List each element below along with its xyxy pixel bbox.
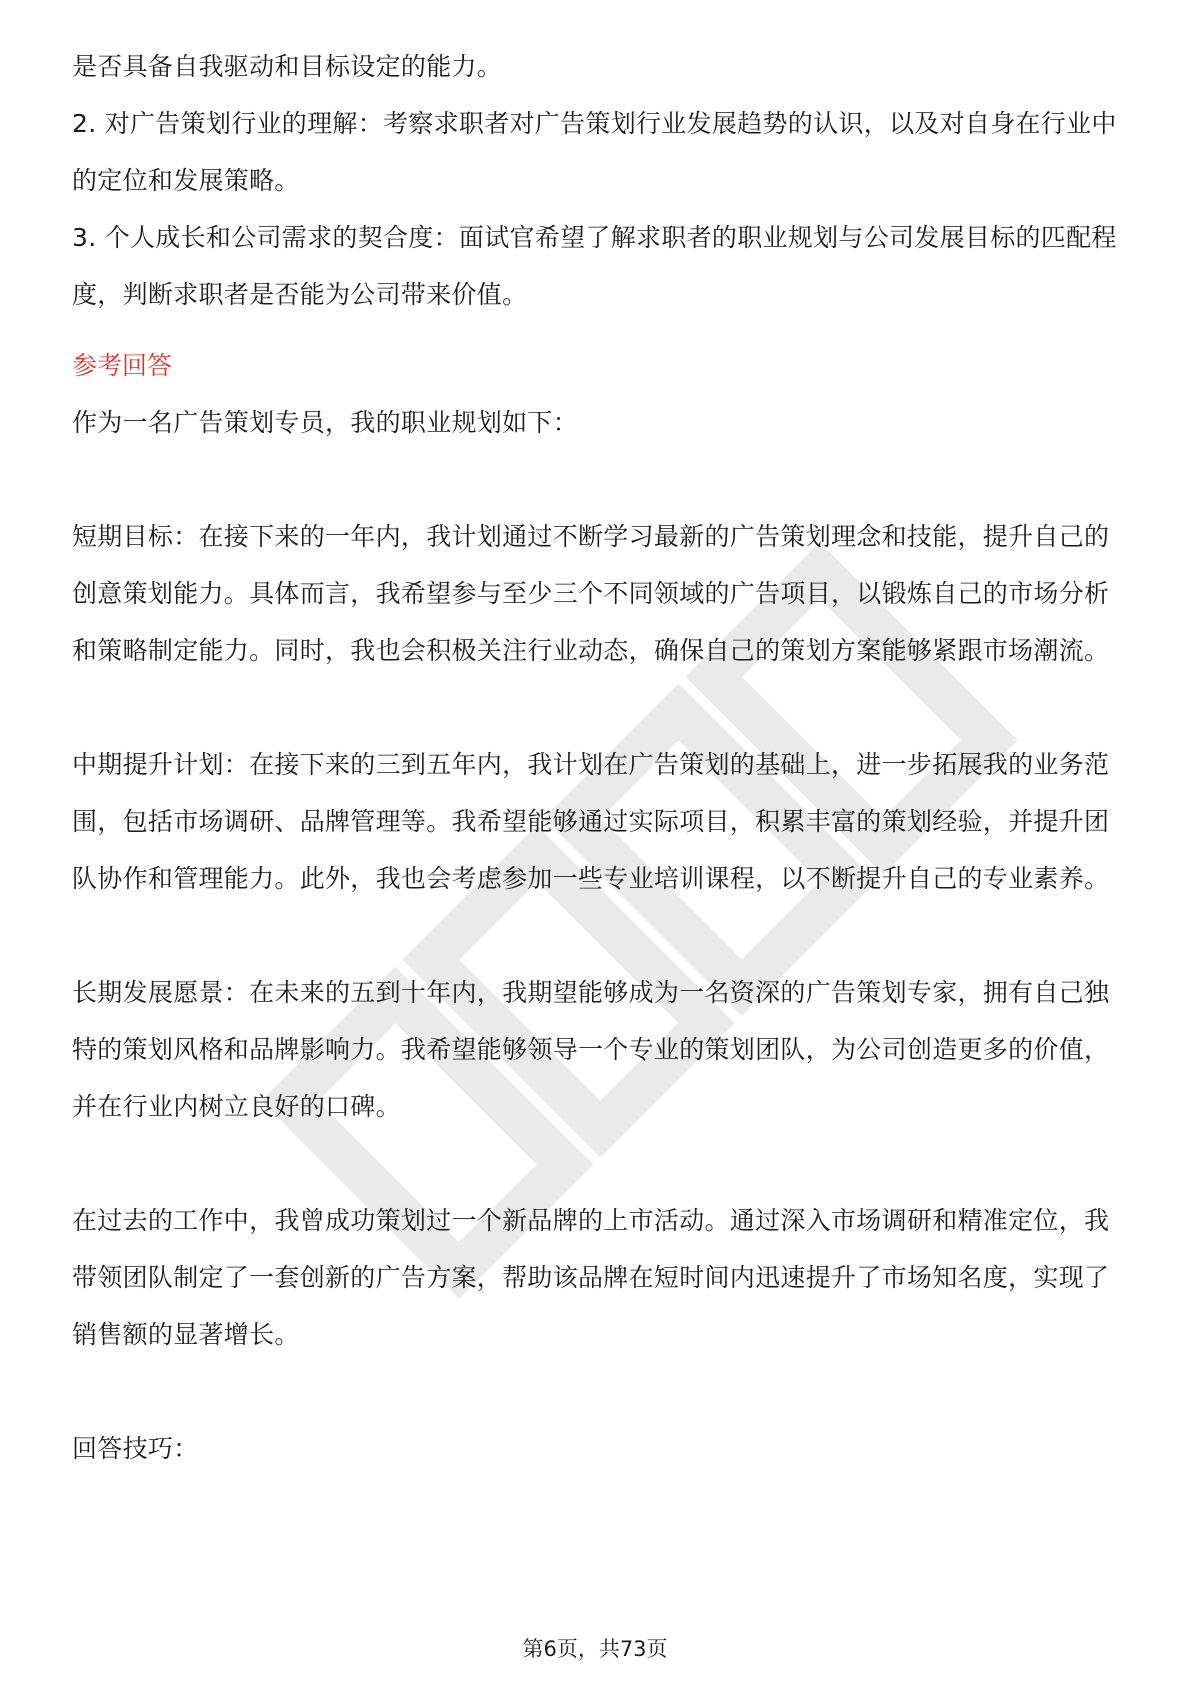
paragraph-short-term-goal: 短期目标：在接下来的一年内，我计划通过不断学习最新的广告策划理念和技能，提升自己的创意策划能力。具体而言，我希望参与至少三个不同领域的广告项目，以锻炼自己的市场分析和策略制定能力。同时，我也会积极关注行业动态，确保自己的策划方案能够紧跟市场潮流。 xyxy=(72,522,1110,665)
list-item-point-2: 2. 对广告策划行业的理解：考察求职者对广告策划行业发展趋势的认识，以及对自身在行业中的定位和发展策略。 xyxy=(72,109,1117,195)
document-page xyxy=(72,40,1122,1477)
tips-label: 回答技巧： xyxy=(72,1434,199,1463)
paragraph-mid-term-plan: 中期提升计划：在接下来的三到五年内，我计划在广告策划的基础上，进一步拓展我的业务范围，包括市场调研、品牌管理等。我希望能够通过实际项目，积累丰富的策划经验，并提升团队协作和管理能力。此外，我也会考虑参加一些专业培训课程，以不断提升自己的专业素养。 xyxy=(72,750,1110,893)
page-number-footer: 第6页，共73页 xyxy=(522,1637,668,1661)
answer-intro: 作为一名广告策划专员，我的职业规划如下： xyxy=(72,408,579,437)
paragraph-past-work: 在过去的工作中，我曾成功策划过一个新品牌的上市活动。通过深入市场调研和精准定位，我带领团队制定了一套创新的广告方案，帮助该品牌在短时间内迅速提升了市场知名度，实现了销售额的显著增长。 xyxy=(72,1206,1110,1349)
paragraph-long-term-vision: 长期发展愿景：在未来的五到十年内，我期望能够成为一名资深的广告策划专家，拥有自己独特的策划风格和品牌影响力。我希望能够领导一个专业的策划团队，为公司创造更多的价值，并在行业内树立良好的口碑。 xyxy=(72,978,1110,1121)
paragraph-continuation: 是否具备自我驱动和目标设定的能力。 xyxy=(72,52,503,81)
list-item-point-3: 3. 个人成长和公司需求的契合度：面试官希望了解求职者的职业规划与公司发展目标的匹配程度，判断求职者是否能为公司带来价值。 xyxy=(72,223,1117,309)
section-heading-reference-answer: 参考回答 xyxy=(72,351,173,380)
